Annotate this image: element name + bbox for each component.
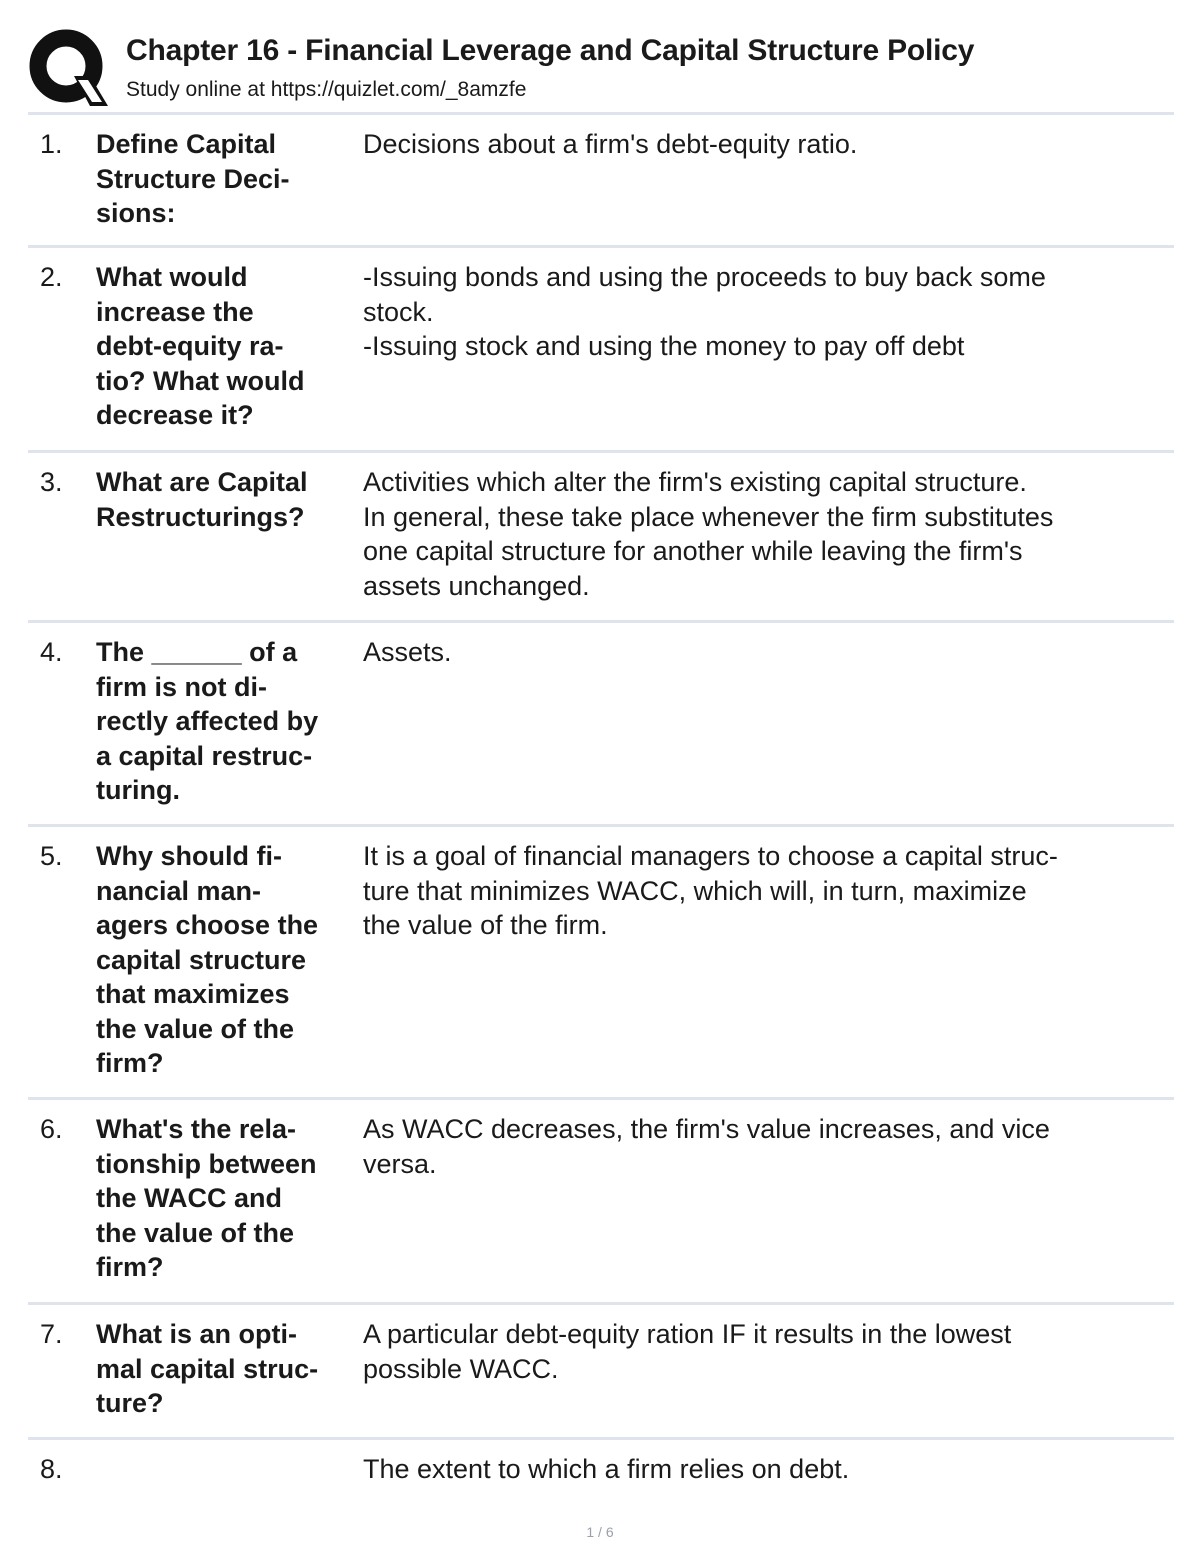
flashcard-row: [28, 1305, 1174, 1440]
card-definition: -Issuing bonds and using the proceeds to buy back some stock. -Issuing stock and using the money to pay off debt: [363, 262, 1046, 361]
study-online-link[interactable]: Study online at https://quizlet.com/_8amzfe: [126, 78, 527, 101]
card-term: What would increase the debt-equity ra- tio? What would decrease it?: [96, 262, 305, 430]
flashcard-row: [28, 623, 1174, 827]
flashcard-row: [28, 1440, 1174, 1500]
flashcard-list: [28, 115, 1174, 1500]
card-definition: A particular debt-equity ration IF it results in the lowest possible WACC.: [363, 1319, 1012, 1384]
quizlet-logo-icon: [28, 28, 108, 108]
card-number: 7.: [40, 1319, 63, 1349]
card-term: The ______ of a firm is not di- rectly affected by a capital restruc- turing.: [96, 637, 319, 805]
card-term: What are Capital Restructurings?: [96, 467, 308, 532]
card-number: 8.: [40, 1454, 63, 1484]
card-definition: Decisions about a firm's debt-equity ratio.: [363, 129, 858, 159]
flashcard-row: [28, 1100, 1174, 1305]
card-number: 4.: [40, 637, 63, 667]
card-definition: It is a goal of financial managers to choose a capital struc- ture that minimizes WACC, which will, in turn, maximize the value of the firm.: [363, 841, 1058, 940]
card-number: 2.: [40, 262, 63, 292]
card-number: 3.: [40, 467, 63, 497]
flashcard-row: [28, 115, 1174, 248]
card-definition: Activities which alter the firm's existing capital structure. In general, these take place whenever the firm substitutes one capital structure for another while leaving the firm's assets unchanged.: [363, 467, 1054, 601]
card-number: 5.: [40, 841, 63, 871]
page-title: Chapter 16 - Financial Leverage and Capital Structure Policy: [126, 34, 975, 67]
card-definition: As WACC decreases, the firm's value increases, and vice versa.: [363, 1114, 1050, 1179]
card-term: Define Capital Structure Deci- sions:: [96, 129, 290, 228]
card-term: What is an opti- mal capital struc- ture?: [96, 1319, 319, 1418]
flashcard-row: [28, 827, 1174, 1100]
page-header: [28, 28, 1174, 114]
card-term: What's the rela- tionship between the WACC and the value of the firm?: [96, 1114, 317, 1282]
page-number: 1 / 6: [586, 1524, 614, 1540]
card-number: 6.: [40, 1114, 63, 1144]
card-definition: The extent to which a firm relies on debt.: [363, 1454, 850, 1484]
card-number: 1.: [40, 129, 63, 159]
card-definition: Assets.: [363, 637, 452, 667]
flashcard-row: [28, 248, 1174, 453]
flashcard-row: [28, 453, 1174, 623]
card-term: Why should fi- nancial man- agers choose the capital structure that maximizes the value of the firm?: [96, 841, 319, 1078]
